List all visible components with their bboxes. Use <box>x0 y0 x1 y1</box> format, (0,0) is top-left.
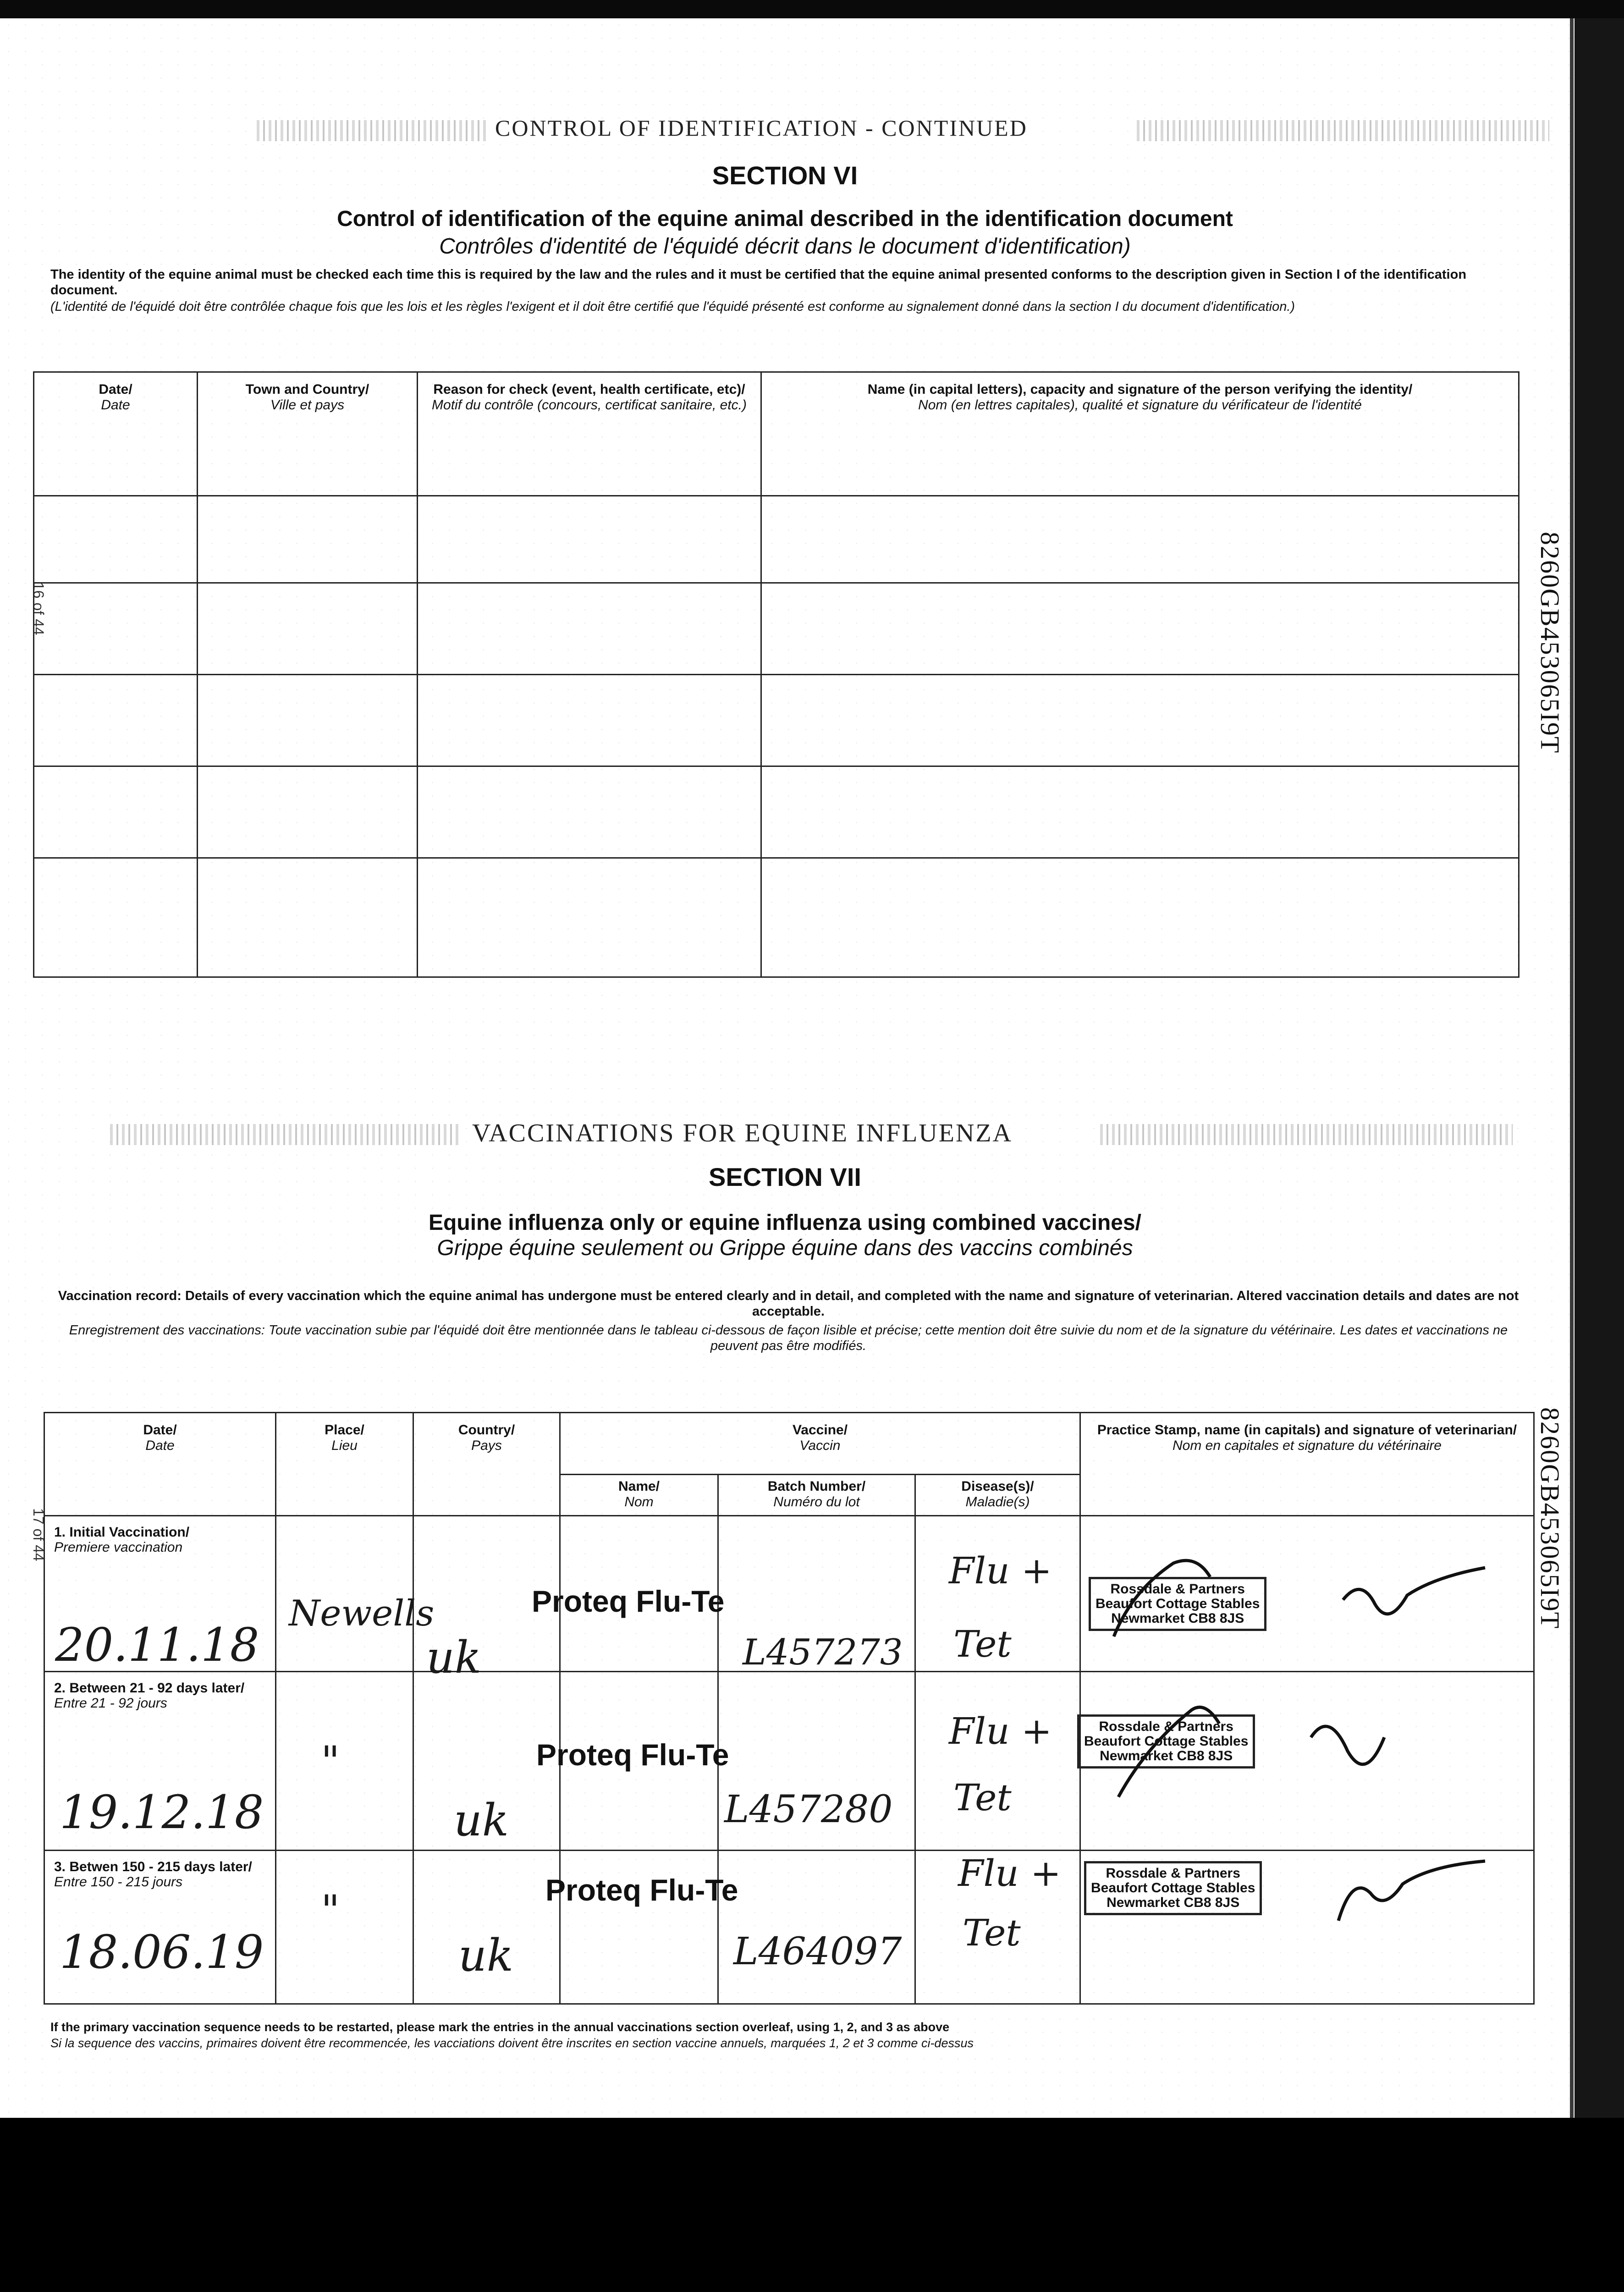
section6-subtitle-fr: Contrôles d'identité de l'équidé décrit dans le document d'identification) <box>439 234 1131 259</box>
header-country: Country/ Pays <box>413 1413 560 1516</box>
section7-subtitle-en: Equine influenza only or equine influenza using combined vaccines/ <box>429 1211 1141 1235</box>
header-town-country: Town and Country/ Ville et pays <box>198 372 418 496</box>
header-date: Date/ Date <box>44 1413 276 1516</box>
row3-vaccine-name: Proteq Flu-Te <box>545 1873 738 1907</box>
header-disease: Disease(s)/ Maladie(s) <box>915 1475 1080 1516</box>
row1-country: uk <box>426 1632 481 1683</box>
section6-intro-en: The identity of the equine animal must be checked each time this is required by the law and the rules and it must be certified that the equine animal presented conforms to the description given in Section I of the identification document. <box>50 267 1467 298</box>
reason-cell[interactable] <box>418 675 761 766</box>
date-cell[interactable] <box>34 583 198 675</box>
stamp-line: Newmarket CB8 8JS <box>1100 1748 1233 1763</box>
side-code-upper: 8260GB453065I9T <box>1535 532 1565 754</box>
verifier-cell[interactable] <box>761 583 1519 675</box>
row3-date: 18.06.19 <box>60 1925 264 1979</box>
identification-check-table <box>33 371 1519 978</box>
banner-decoration-right <box>1100 1124 1513 1145</box>
row-label: 1. Initial Vaccination/ Premiere vaccination <box>44 1516 276 1672</box>
header-batch-number: Batch Number/ Numéro du lot <box>718 1475 915 1516</box>
row2-vaccine-name: Proteq Flu-Te <box>536 1738 729 1772</box>
row1-date: 20.11.18 <box>55 1618 259 1672</box>
stamp-line: Beaufort Cottage Stables <box>1096 1596 1260 1611</box>
town-cell[interactable] <box>198 583 418 675</box>
header-practice-stamp: Practice Stamp, name (in capitals) and signature of veterinarian/ Nom en capitales et signature du vétérinaire <box>1080 1413 1534 1516</box>
section6-title: SECTION VI <box>712 161 858 190</box>
scan-edge-bottom <box>0 2118 1624 2292</box>
row1-disease-flu: Flu + <box>949 1549 1052 1592</box>
row1-batch: L457273 <box>743 1632 903 1673</box>
place-cell[interactable] <box>276 1672 413 1851</box>
header-place: Place/ Lieu <box>276 1413 413 1516</box>
row1-signature <box>1059 1536 1517 1664</box>
scan-edge-line <box>1570 18 1574 2118</box>
row3-signature <box>1054 1829 1513 1948</box>
row-label: 3. Betwen 150 - 215 days later/ Entre 150 - 215 jours <box>44 1851 276 2004</box>
stamp-line: Rossdale & Partners <box>1106 1866 1240 1881</box>
batch-cell[interactable] <box>718 1851 915 2004</box>
table-row <box>34 583 1519 675</box>
town-cell[interactable] <box>198 858 418 977</box>
row1-place: Newells <box>289 1593 435 1634</box>
verifier-cell[interactable] <box>761 766 1519 858</box>
header-reason: Reason for check (event, health certificate, etc)/ Motif du contrôle (concours, certificat sanitaire, etc.) <box>418 372 761 496</box>
table-row <box>34 766 1519 858</box>
section7-title: SECTION VII <box>709 1163 861 1191</box>
row1-disease-tet: Tet <box>953 1623 1012 1665</box>
reason-cell[interactable] <box>418 583 761 675</box>
table-header-row <box>34 372 1519 496</box>
header-vaccine-name: Name/ Nom <box>560 1475 718 1516</box>
table-header-row <box>44 1413 1534 1475</box>
section7-footer-en: If the primary vaccination sequence needs to be restarted, please mark the entries in the annual vaccinations section overleaf, using 1, 2, and 3 as above <box>50 2020 950 2034</box>
table-row <box>34 858 1519 977</box>
header-vaccine: Vaccine/ Vaccin <box>560 1413 1080 1475</box>
verifier-cell[interactable] <box>761 496 1519 583</box>
scan-edge-top <box>0 0 1624 18</box>
date-cell[interactable] <box>34 858 198 977</box>
stamp-line: Newmarket CB8 8JS <box>1111 1611 1244 1626</box>
date-cell[interactable] <box>34 766 198 858</box>
stamp-line: Beaufort Cottage Stables <box>1091 1880 1255 1895</box>
row3-batch: L464097 <box>733 1930 902 1973</box>
section6-subtitle-en: Control of identification of the equine animal described in the identification document <box>337 207 1233 231</box>
row3-place: " <box>321 1886 340 1934</box>
section7-footer-fr: Si la sequence des vaccins, primaires doivent être recommencée, les vacciations doivent être inscrites en section vaccine annuels, marquées 1, 2 et 3 comme ci-dessus <box>50 2036 974 2050</box>
row2-disease-flu: Flu + <box>949 1710 1052 1752</box>
row2-disease-tet: Tet <box>953 1776 1012 1819</box>
town-cell[interactable] <box>198 675 418 766</box>
row3-disease-flu: Flu + <box>958 1852 1062 1895</box>
stamp-line: Newmarket CB8 8JS <box>1107 1895 1240 1910</box>
row-label: 2. Between 21 - 92 days later/ Entre 21 - 92 jours <box>44 1672 276 1851</box>
table-row <box>34 675 1519 766</box>
verifier-cell[interactable] <box>761 675 1519 766</box>
side-code-lower: 8260GB453065I9T <box>1535 1407 1565 1630</box>
date-cell[interactable] <box>34 496 198 583</box>
section7-subtitle-fr: Grippe équine seulement ou Grippe équine dans des vaccins combinés <box>437 1236 1133 1260</box>
header-date: Date/ Date <box>34 372 198 496</box>
row2-date: 19.12.18 <box>60 1785 264 1839</box>
reason-cell[interactable] <box>418 766 761 858</box>
date-cell[interactable] <box>34 675 198 766</box>
page-number-upper: 16 of 44 <box>30 582 47 635</box>
scan-edge-right <box>1574 18 1624 2118</box>
row1-vaccine-name: Proteq Flu-Te <box>532 1584 725 1618</box>
banner-decoration-left <box>110 1124 458 1145</box>
section7-record-fr: Enregistrement des vaccinations: Toute vaccination subie par l'équidé doit être mentionnée dans le tableau ci-dessous de façon lisible et précise; cette mention doit être suivie du nom et de la signature du vétérinaire. Les dates et vaccinations ne peuvent pas être modifiés. <box>69 1323 1508 1353</box>
section7-banner: VACCINATIONS FOR EQUINE INFLUENZA <box>472 1119 1013 1147</box>
stamp-line: Beaufort Cottage Stables <box>1084 1734 1249 1749</box>
stamp-line: Rossdale & Partners <box>1110 1581 1245 1597</box>
town-cell[interactable] <box>198 766 418 858</box>
reason-cell[interactable] <box>418 496 761 583</box>
stamp-line: Rossdale & Partners <box>1099 1719 1233 1734</box>
banner-decoration-right <box>1137 120 1549 141</box>
verifier-cell[interactable] <box>761 858 1519 977</box>
header-verifier: Name (in capital letters), capacity and signature of the person verifying the identity/ Nom (en lettres capitales), qualité et signature du vérificateur de l'identité <box>761 372 1519 496</box>
section6-banner: CONTROL OF IDENTIFICATION - CONTINUED <box>495 115 1028 141</box>
section6-intro-fr: (L'identité de l'équidé doit être contrôlée chaque fois que les lois et les règles l'exigent et il doit être certifié que l'équidé présenté est conforme au signalement donné dans la section I du document d'identification.) <box>50 299 1295 314</box>
section7-record-en: Vaccination record: Details of every vaccination which the equine animal has undergone must be entered clearly and in detail, and completed with the name and signature of veterinarian. Altered vaccination details and dates are not acceptable. <box>58 1289 1519 1319</box>
town-cell[interactable] <box>198 496 418 583</box>
reason-cell[interactable] <box>418 858 761 977</box>
row2-signature <box>1054 1682 1513 1811</box>
table-row <box>34 496 1519 583</box>
row2-place: " <box>321 1737 340 1785</box>
row3-disease-tet: Tet <box>963 1912 1021 1954</box>
row2-batch: L457280 <box>724 1788 893 1831</box>
row2-country: uk <box>454 1795 509 1846</box>
row3-country: uk <box>458 1930 513 1981</box>
place-cell[interactable] <box>276 1851 413 2004</box>
banner-decoration-left <box>257 120 486 141</box>
page-number-lower: 17 of 44 <box>30 1508 47 1561</box>
